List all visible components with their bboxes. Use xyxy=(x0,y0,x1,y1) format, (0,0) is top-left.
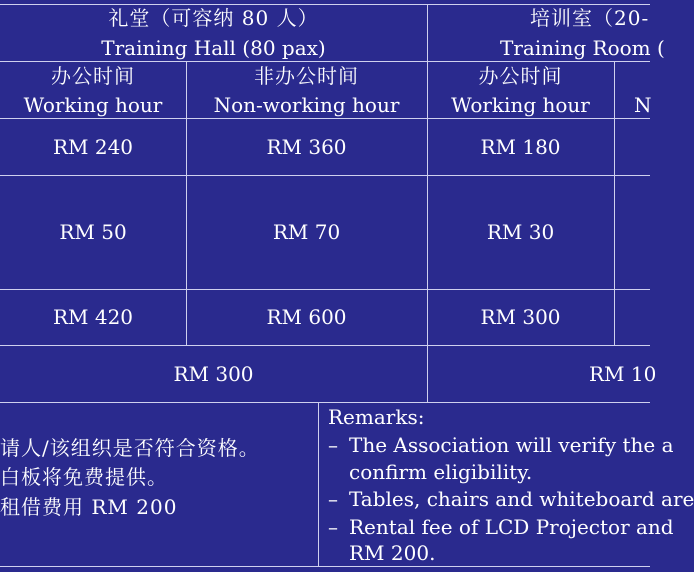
grid-line-row4 xyxy=(0,345,650,346)
grid-line-top xyxy=(0,4,650,5)
hall-title-zh: 礼堂（可容纳 80 人） xyxy=(108,6,319,30)
row1-hall-nonworking: RM 360 xyxy=(266,135,347,159)
grid-line-row1 xyxy=(0,118,650,119)
note-zh-line2: 白板将免费提供。 xyxy=(0,465,168,489)
remarks-title: Remarks: xyxy=(328,405,425,429)
remark3-line1: Rental fee of LCD Projector and xyxy=(349,515,674,539)
row2-hall-working: RM 50 xyxy=(59,220,127,244)
row2-room-working: RM 30 xyxy=(486,220,555,244)
room-title-zh: 培训室（20- xyxy=(530,6,650,30)
remark3-line2: RM 200. xyxy=(349,541,436,565)
remark2-line1: Tables, chairs and whiteboard are xyxy=(349,487,694,511)
remark1-dash: – xyxy=(328,433,338,457)
remark2-dash: – xyxy=(328,487,338,511)
hall-nonworking-en: Non-working hour xyxy=(213,93,400,117)
deposit-hall: RM 300 xyxy=(173,362,254,386)
deposit-room: RM 10 xyxy=(589,362,657,386)
row1-hall-working: RM 240 xyxy=(52,135,134,159)
hall-working-en: Working hour xyxy=(23,93,163,117)
note-zh-line1: 请人/该组织是否符合资格。 xyxy=(0,436,260,460)
hall-working-zh: 办公时间 xyxy=(51,64,135,88)
room-title-en: Training Room ( xyxy=(500,36,665,60)
row2-hall-nonworking: RM 70 xyxy=(272,220,341,244)
grid-line-notes-divider xyxy=(318,402,319,566)
grid-line-row5 xyxy=(0,402,650,403)
room-working-zh: 办公时间 xyxy=(478,64,563,88)
note-zh-line3: 租借费用 RM 200 xyxy=(0,495,178,519)
grid-line-header-divider xyxy=(0,61,650,62)
hall-nonworking-zh: 非办公时间 xyxy=(254,64,359,88)
grid-line-bottom xyxy=(0,566,650,567)
room-working-en: Working hour xyxy=(451,93,590,117)
remark1-line2: confirm eligibility. xyxy=(349,460,533,484)
row3-hall-working: RM 420 xyxy=(52,305,134,329)
grid-line-col-room-mid xyxy=(614,61,615,346)
remark1-line1: The Association will verify the a xyxy=(349,433,674,457)
remark3-dash: – xyxy=(328,515,338,539)
room-nonworking-en-cut: N xyxy=(634,93,652,117)
grid-line-row2 xyxy=(0,175,650,176)
hall-title-en: Training Hall (80 pax) xyxy=(101,36,326,60)
grid-line-row3 xyxy=(0,289,650,290)
row3-hall-nonworking: RM 600 xyxy=(266,305,347,329)
row3-room-working: RM 300 xyxy=(480,305,561,329)
row1-room-working: RM 180 xyxy=(480,135,561,159)
